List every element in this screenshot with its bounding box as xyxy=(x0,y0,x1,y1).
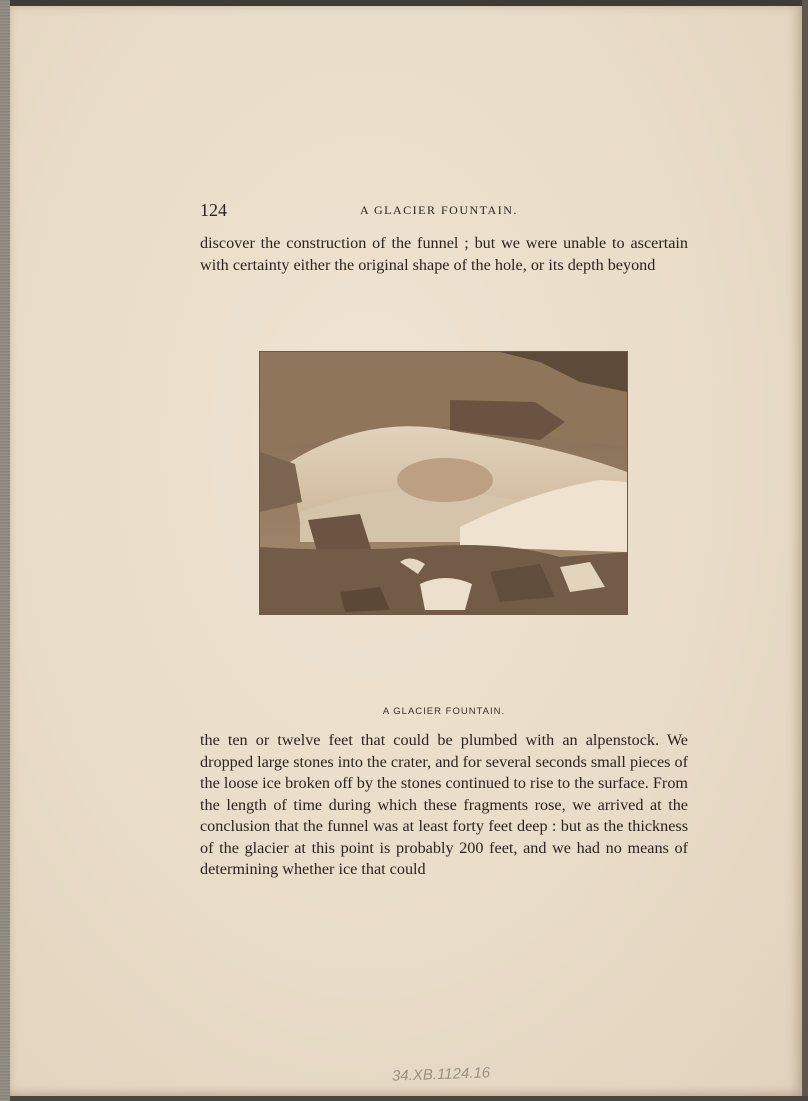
body-text-after-figure: the ten or twelve feet that could be plumbed with an alpenstock. We dropped large stones into the crater, and for several seconds small pieces of the loose ice broken off by the stones continued to rise to the surface. From the length of time during which these fragments rose, we arrived at the conclusion that the funnel was at least forty feet deep : but as the thickness of the glacier at this point is probably 200 feet, and we had no means of determining whether ice that could xyxy=(200,731,688,878)
body-text-before-figure: discover the construction of the funnel ; but we were unable to ascertain with certainty either the original shape of the hole, or its depth beyond xyxy=(200,234,688,274)
pencil-shelfmark: 34.XB.1124.16 xyxy=(391,1064,491,1085)
page-edge-right xyxy=(802,0,808,1101)
page-header xyxy=(200,200,688,222)
page-number: 124 xyxy=(200,200,227,220)
glacier-photograph xyxy=(260,352,627,614)
figure-caption: A GLACIER FOUNTAIN. xyxy=(382,706,506,717)
page-edge-bottom xyxy=(10,1096,808,1101)
running-title: A GLACIER FOUNTAIN. xyxy=(360,203,518,217)
book-binding xyxy=(0,0,10,1101)
